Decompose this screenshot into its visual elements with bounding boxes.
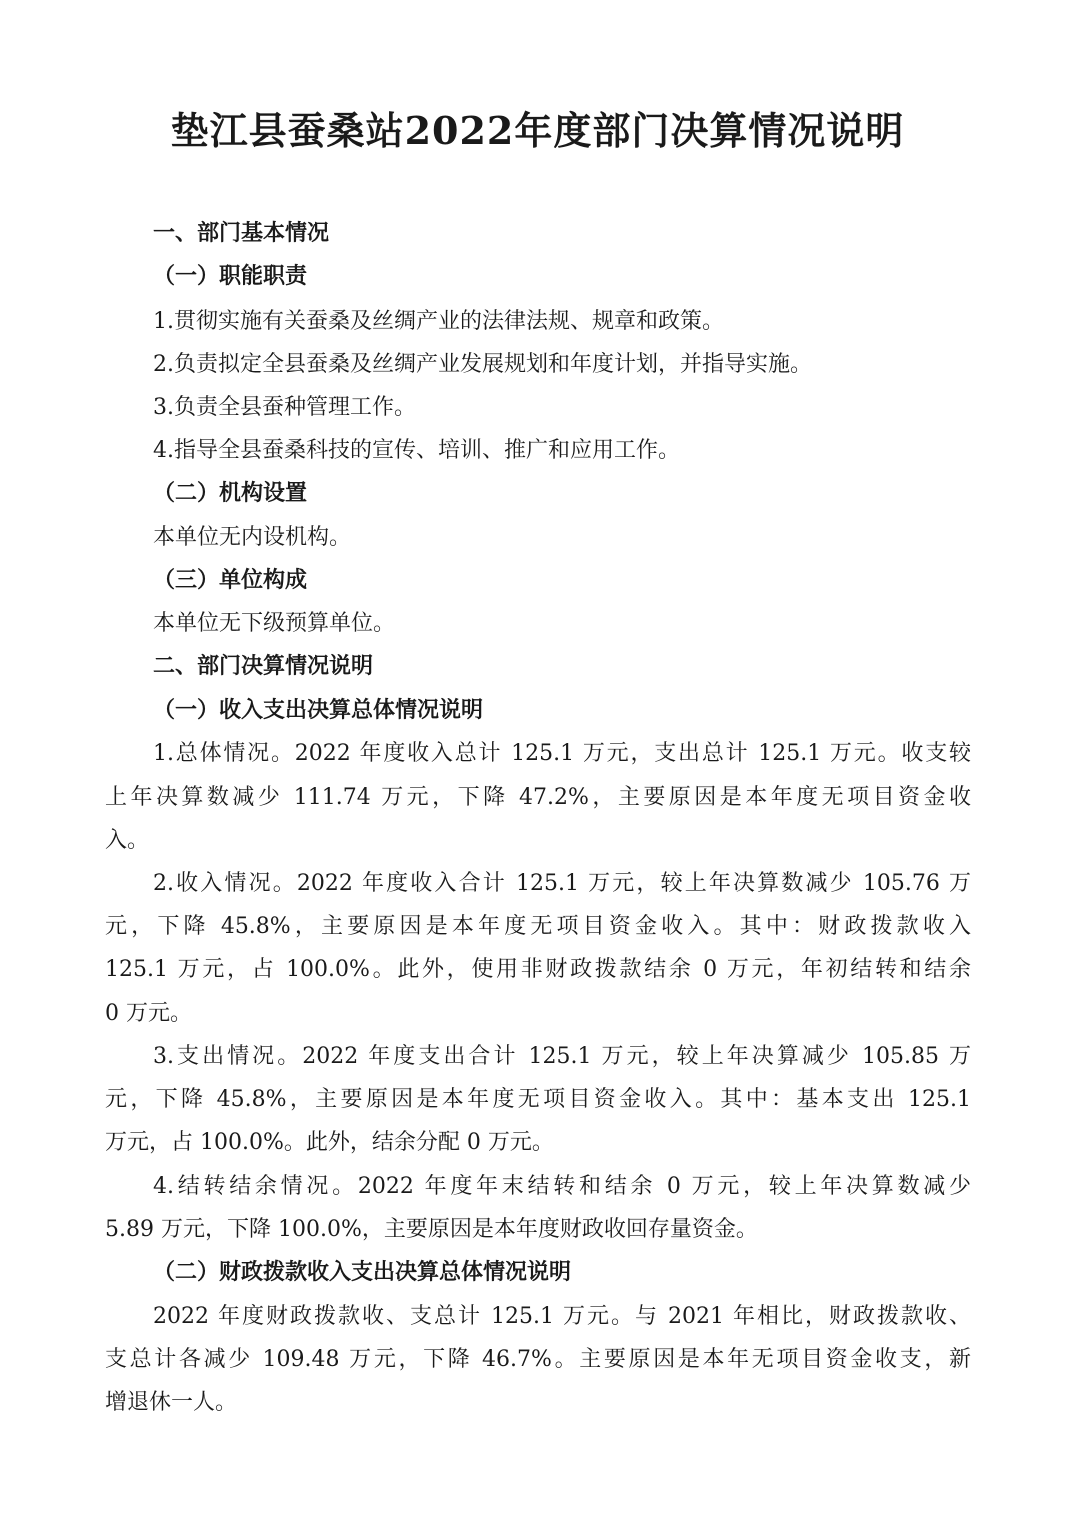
subheading-functions: （一）职能职责 [153, 264, 308, 289]
paragraph-line: 万元，占 100.0%。此外，结余分配 0 万元。 [105, 1130, 554, 1155]
paragraph-line: 上年决算数减少 111.74 万元，下降 47.2%，主要原因是本年度无项目资金收 [105, 785, 971, 810]
document-title: 垫江县蚕桑站2022年度部门决算情况说明 [170, 108, 905, 153]
paragraph-line: 入。 [105, 828, 150, 853]
unit-composition-text: 本单位无下级预算单位。 [153, 611, 396, 636]
function-item-1: 1.贯彻实施有关蚕桑及丝绸产业的法律法规、规章和政策。 [153, 309, 724, 334]
subheading-organization: （二）机构设置 [153, 481, 308, 506]
paragraph-line: 4.结转结余情况。2022 年度年末结转和结余 0 万元，较上年决算数减少 [153, 1174, 971, 1199]
paragraph-line: 增退休一人。 [105, 1390, 238, 1415]
subheading-fiscal-appropriation-overview: （二）财政拨款收入支出决算总体情况说明 [153, 1260, 572, 1285]
function-item-3: 3.负责全县蚕种管理工作。 [153, 395, 416, 420]
subheading-unit-composition: （三）单位构成 [153, 568, 308, 593]
paragraph-line: 125.1 万元，占 100.0%。此外，使用非财政拨款结余 0 万元，年初结转和结余 [105, 957, 971, 982]
function-item-2: 2.负责拟定全县蚕桑及丝绸产业发展规划和年度计划，并指导实施。 [153, 352, 812, 377]
subheading-income-expense-overview: （一）收入支出决算总体情况说明 [153, 698, 484, 723]
paragraph-line: 2022 年度财政拨款收、支总计 125.1 万元。与 2021 年相比，财政拨款收、 [153, 1304, 971, 1329]
paragraph-line: 支总计各减少 109.48 万元，下降 46.7%。主要原因是本年无项目资金收支，新 [105, 1347, 971, 1372]
paragraph-line: 1.总体情况。2022 年度收入总计 125.1 万元，支出总计 125.1 万元。收支较 [153, 741, 971, 766]
section-heading-basic-info: 一、部门基本情况 [153, 221, 330, 246]
paragraph-line: 元，下降 45.8%，主要原因是本年度无项目资金收入。其中：基本支出 125.1 [105, 1087, 971, 1112]
organization-text: 本单位无内设机构。 [153, 525, 352, 550]
paragraph-line: 3.支出情况。2022 年度支出合计 125.1 万元，较上年决算减少 105.85 万 [153, 1044, 971, 1069]
paragraph-line: 0 万元。 [105, 1001, 192, 1026]
function-item-4: 4.指导全县蚕桑科技的宣传、培训、推广和应用工作。 [153, 438, 680, 463]
paragraph-line: 2.收入情况。2022 年度收入合计 125.1 万元，较上年决算数减少 105.76 万 [153, 871, 971, 896]
paragraph-line: 元，下降 45.8%，主要原因是本年度无项目资金收入。其中：财政拨款收入 [105, 914, 971, 939]
section-heading-final-accounts: 二、部门决算情况说明 [153, 654, 374, 679]
paragraph-line: 5.89 万元，下降 100.0%，主要原因是本年度财政收回存量资金。 [105, 1217, 758, 1242]
